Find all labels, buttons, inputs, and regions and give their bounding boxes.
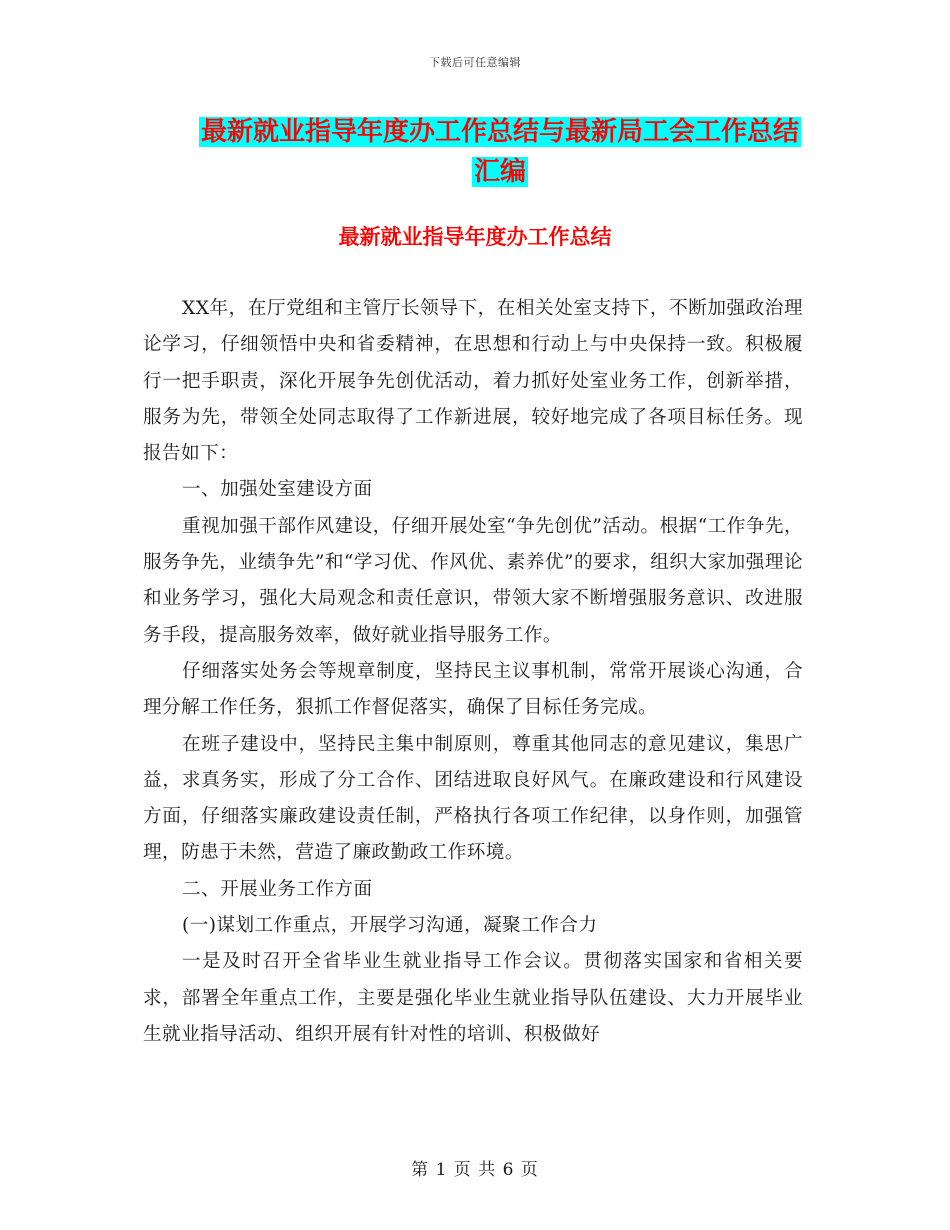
document-title: [190, 112, 810, 192]
paragraph: 仔细落实处务会等规章制度，坚持民主议事机制，常常开展谈心沟通，合理分解工作任务，狠抓工作督促落实，确保了目标任务完成。: [143, 660, 803, 719]
header-note: 下载后可任意编辑: [429, 56, 521, 69]
paragraph-subheading: (一)谋划工作重点，开展学习沟通，凝聚工作合力: [182, 915, 598, 937]
paragraph: 一是及时召开全省毕业生就业指导工作会议。贯彻落实国家和省相关要求，部署全年重点工作，主要是强化毕业生就业指导队伍建设、大力开展毕业生就业指导活动、组织开展有针对性的培训、积极做好: [143, 951, 803, 1045]
page-footer: 第 1 页 共 6 页: [411, 1160, 539, 1180]
paragraph: XX年，在厅党组和主管厅长领导下，在相关处室支持下，不断加强政治理论学习，仔细领悟中央和省委精神，在思想和行动上与中央保持一致。积极履行一把手职责，深化开展争先创优活动，着力抓好处室业务工作，创新举措，服务为先，带领全处同志取得了工作新进展，较好地完成了各项目标任务。现报告如下：: [143, 298, 803, 465]
document-body: [143, 291, 803, 1053]
section-title: 最新就业指导年度办工作总结: [338, 225, 612, 249]
document-title-line1: 最新就业指导年度办工作总结与最新局工会工作总结: [200, 117, 799, 147]
paragraph-heading: 一、加强处室建设方面: [182, 479, 373, 501]
paragraph-heading: 二、开展业务工作方面: [182, 878, 373, 900]
document-title-line2: 汇编: [473, 157, 526, 187]
paragraph: 在班子建设中，坚持民主集中制原则，尊重其他同志的意见建议，集思广益，求真务实，形成了分工合作、团结进取良好风气。在廉政建设和行风建设方面，仔细落实廉政建设责任制，严格执行各项工作纪律，以身作则，加强管理，防患于未然，营造了廉政勤政工作环境。: [143, 733, 803, 864]
paragraph: 重视加强干部作风建设，仔细开展处室“争先创优”活动。根据“工作争先，服务争先，业绩争先”和“学习优、作风优、素养优”的要求，组织大家加强理论和业务学习，强化大局观念和责任意识，带领大家不断增强服务意识、改进服务手段，提高服务效率，做好就业指导服务工作。: [143, 515, 803, 646]
